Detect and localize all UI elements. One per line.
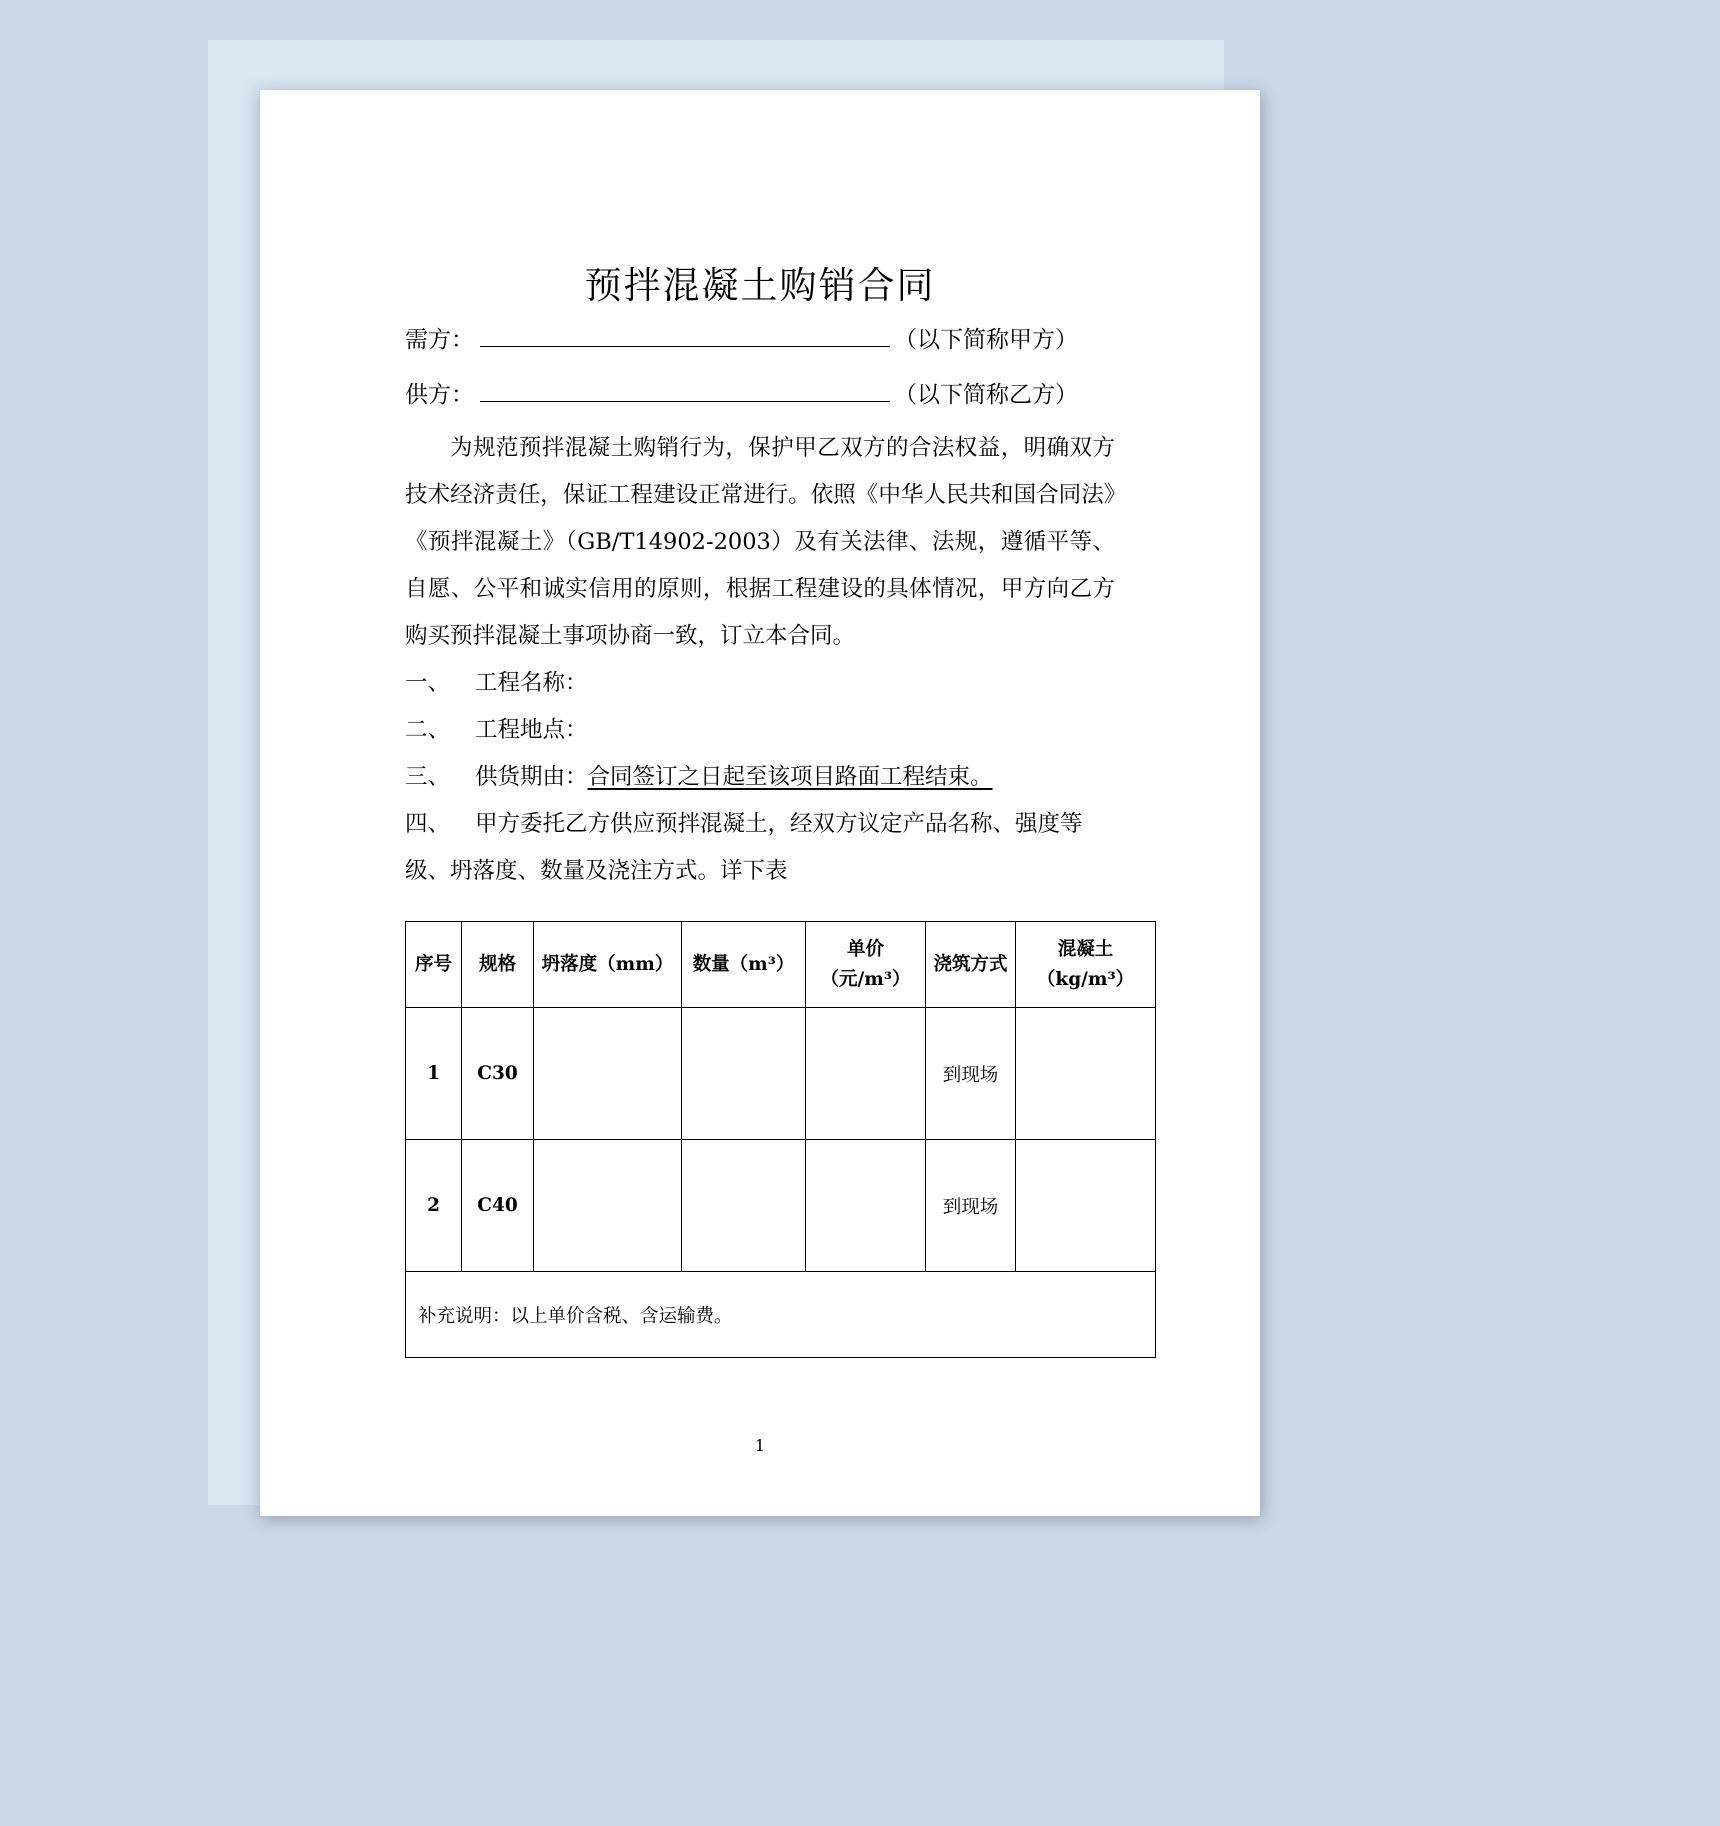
cell-quantity[interactable]: [682, 1140, 806, 1272]
clause-1-label: 工程名称：: [475, 670, 588, 696]
document-page: [260, 90, 1260, 1516]
cell-spec: C40: [462, 1140, 534, 1272]
clause-4-label: 甲方委托乙方供应预拌混凝土，经双方议定产品名称、强度等级、坍落度、数量及浇注方式。详下表: [405, 811, 1083, 884]
clause-3-number: 三、: [405, 764, 451, 790]
table-header-row: [406, 922, 1156, 1008]
page-content-area: [260, 90, 1260, 1516]
party-line-buyer: [405, 317, 1115, 364]
header-concrete: 混凝土（kg/m³）: [1016, 922, 1156, 1008]
cell-seq: 2: [406, 1140, 462, 1272]
cell-spec: C30: [462, 1008, 534, 1140]
preamble-paragraph: 为规范预拌混凝土购销行为，保护甲乙双方的合法权益，明确双方技术经济责任，保证工程建设正常进行。依照《中华人民共和国合同法》《预拌混凝土》（GB/T14902-2003）及有关法律、法规，遵循平等、自愿、公平和诚实信用的原则，根据工程建设的具体情况，甲方向乙方购买预拌混凝土事项协商一致，订立本合同。: [405, 435, 1115, 649]
cell-concrete[interactable]: [1016, 1008, 1156, 1140]
cell-concrete[interactable]: [1016, 1140, 1156, 1272]
document-body: [405, 317, 1135, 1455]
cell-seq: 1: [406, 1008, 462, 1140]
table-note-row: [406, 1272, 1156, 1358]
concrete-spec-table: [405, 921, 1156, 1358]
clause-3-value: 合同签订之日起至该项目路面工程结束。: [587, 764, 993, 790]
clause-project-location: [405, 707, 1115, 754]
table-supplement-note: 补充说明：以上单价含税、含运输费。: [406, 1272, 1156, 1358]
header-pour-method: 浇筑方式: [926, 922, 1016, 1008]
header-slump: 坍落度（mm）: [534, 922, 682, 1008]
page-title: 预拌混凝土购销合同: [584, 264, 936, 307]
clause-supply-period: [405, 754, 1115, 801]
buyer-label: 需方：: [405, 327, 474, 353]
cell-price[interactable]: [806, 1140, 926, 1272]
clause-1-number: 一、: [405, 670, 451, 696]
supplier-name-blank[interactable]: [480, 380, 890, 402]
header-seq: 序号: [406, 922, 462, 1008]
header-spec: 规格: [462, 922, 534, 1008]
clause-project-name: [405, 660, 1115, 707]
cell-quantity[interactable]: [682, 1008, 806, 1140]
cell-slump[interactable]: [534, 1008, 682, 1140]
cell-slump[interactable]: [534, 1140, 682, 1272]
table-row: [406, 1008, 1156, 1140]
party-line-supplier: [405, 372, 1115, 419]
header-price: 单价（元/m³）: [806, 922, 926, 1008]
table-row: [406, 1140, 1156, 1272]
supplier-alias: （以下简称乙方）: [894, 382, 1078, 408]
cell-pour-method: 到现场: [926, 1140, 1016, 1272]
buyer-name-blank[interactable]: [480, 325, 890, 347]
clause-4-number: 四、: [405, 811, 451, 837]
cell-price[interactable]: [806, 1008, 926, 1140]
buyer-alias: （以下简称甲方）: [894, 327, 1078, 353]
clause-2-number: 二、: [405, 717, 451, 743]
cell-pour-method: 到现场: [926, 1008, 1016, 1140]
clause-3-label: 供货期由：: [475, 764, 588, 790]
clause-2-label: 工程地点：: [475, 717, 588, 743]
supplier-label: 供方：: [405, 382, 474, 408]
header-quantity: 数量（m³）: [682, 922, 806, 1008]
clause-product-spec: [405, 801, 1115, 895]
page-number: 1: [754, 1436, 766, 1455]
